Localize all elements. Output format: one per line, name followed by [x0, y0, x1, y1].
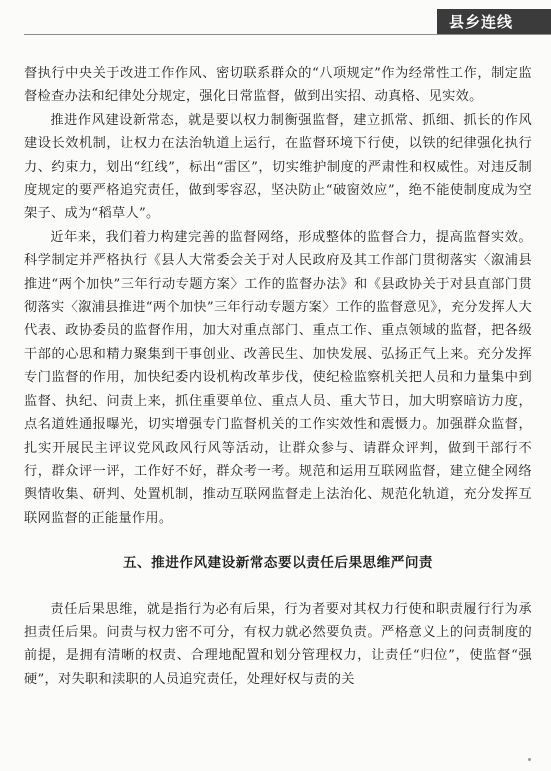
paragraph: 责任后果思维，就是指行为必有后果，行为者要对其权力行使和职责履行行为承担责任后果。问责与权力密不可分，有权力就必然要负责。严格意义上的问责制度的前提，是拥有清晰的权责、合理地配置和划分管理权力，让责任“归位”，使监督“强硬”，对失职和渎职的人员追究责任，处理好权与责的关 — [24, 601, 532, 687]
page-mark — [528, 758, 531, 761]
paragraph: 近年来，我们着力构建完善的监督网络，形成整体的监督合力，提高监督实效。科学制定并严格执行《县人大常委会关于对人民政府及其工作部门贯彻落实〈溆浦县推进“两个加快”三年行动专题方案〉工作的监督办法》和《县政协关于对县直部门贯彻落实〈溆浦县推进“两个加快”三年行动专题方案〉工作的监督意见》，充分发挥人大代表、政协委员的监督作用，加大对重点部门、重点工作、重点领域的监督，把各级干部的心思和精力聚集到干事创业、改善民生、加快发展、弘扬正气上来。充分发挥专门监督的作用，加快纪委内设机构改革步伐，使纪检监察机关把人员和力量集中到监督、执纪、问责上来，抓住重要单位、重点人员、重大节日，加大明察暗访力度，点名道姓通报曝光，切实增强专门监督机关的工作实效性和震慑力。加强群众监督，扎实开展民主评议党风政风行风等活动，让群众参与、请群众评判，做到干部行不行，群众评一评，工作好不好，群众考一考。规范和运用互联网监督，建立健全网络舆情收集、研判、处置机制，推动互联网监督走上法治化、规范化轨道，充分发挥互联网监督的正能量作用。 — [24, 229, 532, 526]
paragraph: 推进作风建设新常态，就是要以权力制衡强监督，建立抓常、抓细、抓长的作风建设长效机制，让权力在法治轨道上运行，在监督环境下行使，以铁的纪律强化执行力、约束力，划出“红线”，标出“雷区”，切实维护制度的严肃性和权威性。对违反制度规定的要严格追究责任，做到零容忍，坚决防止“破窗效应”，绝不能使制度成为空架子、成为“稻草人”。 — [24, 112, 532, 222]
article-body — [24, 62, 532, 691]
section-heading: 五、推进作风建设新常态要以责任后果思维严问责 — [122, 555, 434, 572]
column-title-tab: 县乡连线 — [437, 9, 551, 35]
paragraph-continued: 督执行中央关于改进工作作风、密切联系群众的“八项规定”作为经常性工作，制定监督检查办法和纪律处分规定，强化日常监督，做到出实招、动真格、见实效。 — [24, 66, 532, 105]
header-divider — [24, 34, 551, 35]
